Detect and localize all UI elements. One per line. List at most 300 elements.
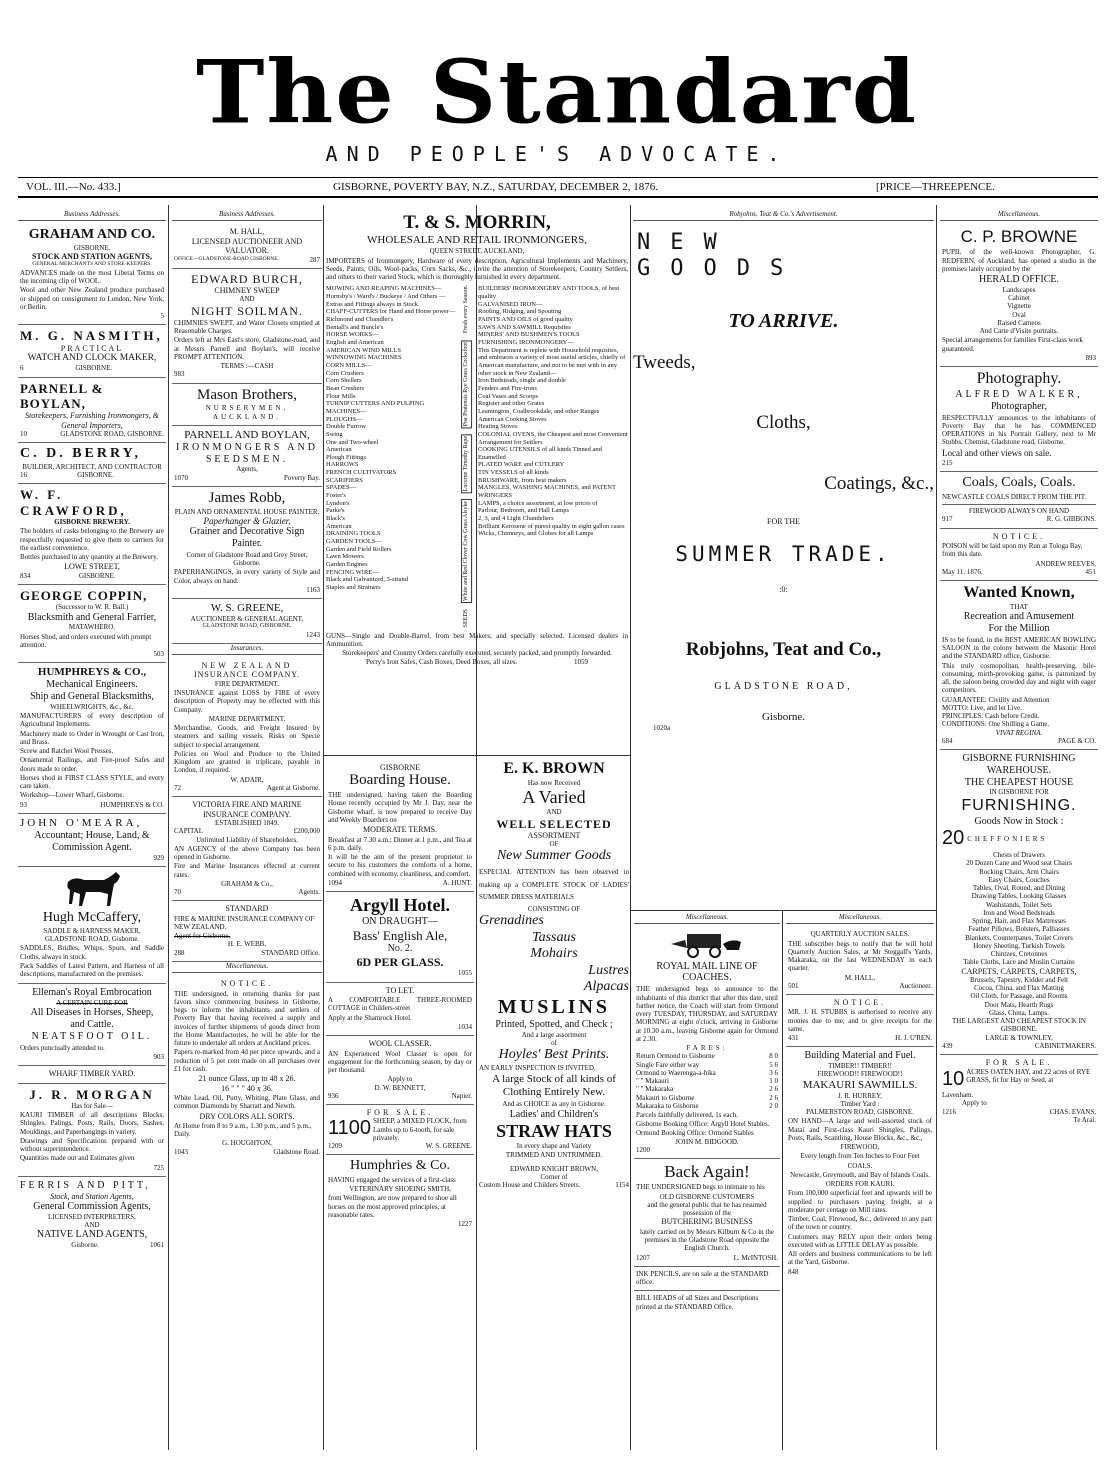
- column-header: Robjohns, Teat & Co.'s Advertisement.: [633, 210, 934, 221]
- column-rule: [630, 205, 631, 1450]
- column-header: Insurances.: [172, 644, 322, 655]
- ad-text: Storekeepers, Furnishing Ironmongers, & General Importers,: [25, 411, 159, 430]
- ad-text: INSURANCE COMPANY.: [202, 809, 292, 819]
- list-item: PLATED WARE and CUTLERY: [478, 461, 565, 469]
- ad-body: All orders and business communications to be left at the Yard, Gisborne.: [788, 1250, 932, 1267]
- ad-text: Stock, and Station Agents,: [50, 1191, 134, 1201]
- ad-text: BUILDER, ARCHITECT, AND CONTRACTOR: [22, 462, 162, 471]
- ad-title: QUARTERLY AUCTION SALES.: [810, 930, 910, 939]
- ad-title: Coals, Coals, Coals.: [962, 475, 1076, 491]
- ad-number: 5: [160, 312, 164, 321]
- ad-text: GENERAL MERCHANTS AND STORE-KEEPERS.: [32, 261, 152, 268]
- ad-body: Orders punctually attended to.: [20, 1043, 105, 1052]
- list-item: English and American: [326, 338, 384, 346]
- ad-text: Agent for Gisborne,: [174, 932, 231, 941]
- ad-number: 936: [328, 1091, 339, 1100]
- ad-number: 1070: [174, 473, 188, 482]
- list-item: WINNOWING MACHINES: [326, 354, 402, 362]
- ad-title: GEORGE COPPIN,: [20, 588, 148, 604]
- ad-text: NATIVE LAND AGENTS,: [36, 1229, 148, 1241]
- ad-body: ON HAND—A large and well-assorted stock of Matai and First-class Kauri Shingles, Palings, Posts, Rails, Scantling, House Blocks, &c., &c.,: [788, 1117, 932, 1142]
- ad-wanted-known: [940, 581, 1098, 750]
- ad-burch: [172, 269, 322, 384]
- ad-text: TRIMMED AND UNTRIMMED.: [505, 1150, 603, 1159]
- ad-body: SHEEP, a MIXED FLOCK, from Lambs up to 6-tooth, for sale privately.: [373, 1117, 467, 1142]
- ad-body: KAURI TIMBER of all descriptions Blocks, Shingles, Palings, Posts, Rails, Doors, Sashes, Mouldings, and Paperhangings in variety.: [20, 1111, 164, 1136]
- ad-parnell-boylan: [172, 426, 322, 487]
- list-item: Tassaus: [532, 929, 576, 945]
- ad-body: A large Stock of all kinds of Clothing Entirely New.: [492, 1073, 616, 1099]
- ad-title: VICTORIA FIRE AND MARINE: [192, 800, 302, 810]
- ad-signature: JOHN M. BIDGOOD.: [675, 1137, 739, 1146]
- ad-browne: [940, 224, 1098, 367]
- ad-title: GISBORNE FURNISHING: [962, 753, 1076, 765]
- ad-body: PUPIL of the well-known Photographer, G. REDFERN, of Auckland, has opened a studio in the premises lately occupied by the: [942, 248, 1096, 273]
- ad-number: 288: [174, 948, 185, 957]
- ad-body: At Home from 8 to 9 a.m., 1.30 p.m., and 5 p.m., Daily.: [174, 1121, 312, 1139]
- ad-berry: [18, 443, 166, 484]
- ad-text: Gladstone Road.: [273, 1147, 320, 1156]
- fare-route: Return Ormond to Gisborne: [636, 1052, 715, 1061]
- column-5a: [634, 913, 780, 1450]
- fare-row: [636, 1102, 778, 1110]
- column-rule: [168, 205, 169, 1450]
- ad-text: Apply to: [962, 1099, 987, 1108]
- ad-text: GISBORNE.: [73, 243, 111, 252]
- ad-number: 16: [20, 471, 27, 480]
- ad-text: Tweeds,: [633, 351, 696, 373]
- ad-text: FIRE DEPARTMENT.: [214, 679, 280, 688]
- ad-mason: [172, 384, 322, 426]
- ad-number: 1154: [615, 1181, 629, 1190]
- ad-number: 1034: [458, 1022, 472, 1031]
- ad-number: 1243: [306, 630, 320, 639]
- ad-number: 1200: [636, 1146, 650, 1155]
- fare-route: " " Makauri: [636, 1077, 669, 1086]
- ad-boarding-house: [326, 760, 474, 892]
- ad-body: Quantities made out and Estimates given: [20, 1154, 135, 1163]
- ad-text: Lucerne Timothy Rape: [461, 434, 472, 493]
- fare-route: " " Makaraka: [636, 1085, 674, 1094]
- ad-body: MANUFACTURERS of every description of Agricultural Implements.: [20, 712, 164, 729]
- ad-number: 983: [174, 370, 185, 379]
- ad-title: C. D. BERRY,: [20, 446, 141, 462]
- ad-body: White Lead, Oil, Putty, Whiting, Plate Glass, and common Diamonds by Sharratt and Newth.: [174, 1094, 320, 1111]
- ad-text: 10: [942, 1067, 965, 1090]
- column-header: Miscellaneous.: [634, 913, 780, 924]
- list-item: Iron Bedsteads, single and double: [478, 377, 566, 385]
- fare-table: [636, 1052, 778, 1110]
- list-item: Leamington, Coalbrookdale, and other Ranges: [478, 407, 600, 415]
- ad-title: EDWARD BURCH,: [191, 271, 303, 286]
- ad-signature: PAGE & CO.: [1057, 736, 1096, 745]
- column-2: [172, 210, 322, 1450]
- ad-signature: HUMPHREYS & CO.: [100, 800, 164, 809]
- column-3: [326, 760, 474, 1450]
- ad-text: LICENSED INTERPRETERS,: [48, 1212, 136, 1221]
- ad-text: 20: [942, 827, 965, 850]
- ad-text: LOWE STREET,: [64, 562, 120, 572]
- list-item: Wicks, Chimneys, and Globes for all Lamps: [478, 530, 594, 538]
- ad-signature: M. HALL,: [844, 973, 876, 982]
- ad-text: Cloths,: [756, 412, 811, 434]
- list-item: GARDEN TOOLS—: [326, 538, 382, 546]
- ad-text: General Commission Agents,: [33, 1201, 151, 1213]
- ad-body: from Wellington, are now prepared to shoe all horses on the most approved principles, at reasonable rates.: [328, 1194, 457, 1219]
- ad-text: AND: [239, 295, 255, 304]
- ad-title: PARNELL AND BOYLAN,: [184, 428, 310, 441]
- ad-title: NOTICE.: [992, 531, 1046, 541]
- ad-signature: W. ADAIR,: [230, 775, 264, 784]
- ad-text: For the Million: [988, 623, 1050, 635]
- list-item: PAINTS AND OILS of good quality: [478, 316, 573, 323]
- ad-number: 1020a: [653, 723, 671, 732]
- ad-text: Te Arai.: [1073, 1115, 1096, 1124]
- portrait-list: [942, 286, 1096, 336]
- list-item: Bean Crushers: [326, 384, 365, 392]
- ad-number: 503: [153, 650, 164, 659]
- ad-body: POISON will be laid upon my Run at Tologa Bay, from this date.: [942, 542, 1083, 559]
- ad-text: FIRE & MARINE INSURANCE COMPANY OF NEW ZEALAND.: [174, 914, 315, 931]
- ad-body: NEWCASTLE COALS DIRECT FROM THE PIT.: [942, 492, 1087, 501]
- ad-text: AN EARLY INSPECTION IS INVITED.: [479, 1063, 596, 1072]
- ad-title: T. & S. MORRIN,: [403, 212, 551, 233]
- ad-text: FURNISHING.: [961, 796, 1077, 814]
- list-item: Chintzes, Cretonnes: [990, 950, 1048, 958]
- ad-text: A Varied: [522, 787, 586, 808]
- ad-number: 1163: [306, 585, 320, 594]
- list-item: Feather Pillows, Bolsters, Palliasses: [968, 925, 1070, 934]
- ad-text: GLADSTONE ROAD, Gisborne.: [44, 935, 140, 943]
- ad-signature: R. G. GIBBONS.: [1046, 515, 1096, 524]
- ad-body: Gisborne Booking Office: Argyll Hotel Stables. Ormond Booking Office: Ormond Stables: [636, 1120, 770, 1137]
- ad-title: Hugh McCaffery,: [42, 910, 142, 926]
- list-item: TIN VESSELS of all kinds: [478, 469, 549, 477]
- ad-text: NEATSFOOT OIL.: [31, 1030, 153, 1042]
- ad-body: Every length from Ten Inches to Four Feet: [800, 1152, 920, 1161]
- list-item: SCARIFIERS: [326, 476, 363, 484]
- ad-text: Poverty Bay.: [283, 473, 320, 482]
- ad-title: W. F. CRAWFORD,: [20, 487, 127, 518]
- ad-text: and Cattle.: [70, 1019, 114, 1031]
- ad-text: Coatings, &c.,: [824, 472, 934, 494]
- ad-text: AND: [84, 1221, 100, 1230]
- ad-number: 6: [20, 364, 24, 373]
- ad-humphries: [326, 1155, 474, 1232]
- list-item: Landscapes: [1002, 285, 1036, 294]
- list-item: PRINCIPLES: Cash before Credit.: [942, 712, 1040, 721]
- ad-signature: D. W. BENNETT,: [374, 1083, 426, 1092]
- ad-title: NEW ZEALAND: [201, 661, 293, 670]
- ad-number: 1227: [458, 1220, 472, 1229]
- ad-number: 70: [174, 888, 181, 896]
- ad-morgan: [18, 1084, 166, 1177]
- ad-body: Fire and Marine Insurances effected at current rates.: [174, 862, 320, 879]
- ad-text: HERALD OFFICE.: [978, 274, 1059, 286]
- ad-text: MUSLINS: [497, 995, 611, 1018]
- list-item: Foster's: [326, 492, 346, 500]
- ad-text: SEEDSMEN.: [205, 453, 289, 465]
- list-item: Parke's: [326, 507, 345, 515]
- list-item: MINERS' AND BUSHMEN'S TOOLS: [478, 331, 580, 339]
- masthead: [0, 0, 1114, 205]
- ad-body: HAVING engaged the services of a first-class: [328, 1175, 456, 1184]
- list-item: CHAFF-CUTTERS for Hand and Horse power—: [326, 308, 456, 316]
- ad-text: VIVAT REGINA.: [995, 728, 1043, 737]
- list-item: Parlour, Bedroom, and Hall Lamps: [478, 507, 570, 515]
- ad-text: No. 2.: [387, 943, 413, 955]
- ad-number: 834: [20, 571, 31, 580]
- ad-standard-insurance: [172, 901, 322, 962]
- ad-body: Bottles purchased in any quantity at the Brewery.: [20, 553, 158, 562]
- list-item: AMERICAN WIND MILLS: [326, 346, 401, 354]
- ad-text: SEEDS: [463, 609, 470, 628]
- list-item: Iron and Wood Bedsteads: [983, 908, 1055, 917]
- list-item: Fenders and Fire-irons: [478, 384, 537, 392]
- list-item: Rocking Chairs, Arm Chairs: [979, 867, 1059, 876]
- ad-text: Gisborne.: [71, 1241, 99, 1250]
- ad-text: GISBORNE.: [77, 471, 114, 480]
- ad-robb: [172, 487, 322, 599]
- ad-ek-brown: [479, 760, 629, 1450]
- ad-number: 10: [20, 430, 27, 439]
- ad-text: Poa Pratensis Rye Grass Cocksfoot: [461, 340, 472, 428]
- ad-text: WAREHOUSE.: [986, 764, 1052, 776]
- ad-coppin: [18, 585, 166, 663]
- ad-text: Printed, Spotted, and Check ;: [495, 1019, 613, 1031]
- list-item: FENCING WIRE—: [326, 568, 379, 576]
- ad-body: Pack Saddles of Latest Pattern, and Harness of all descriptions, manufactured on the premises.: [20, 961, 164, 978]
- ad-body: MR. J. H. STUBBS is authorised to receive any monies due to me, and to give receipts for the same.: [788, 1008, 932, 1033]
- divider: [323, 755, 630, 756]
- ad-text: INSURANCE COMPANY.: [193, 670, 301, 680]
- ad-text: GLADSTONE ROAD, GISBORNE.: [202, 623, 292, 630]
- ad-text: NIGHT SOILMAN.: [191, 303, 303, 318]
- ad-body: THE undersigned, having taken the Boarding House recently occupied by Mr J. Day, near the Gisborne wharf, is now prepared to receive Day and Weekly Boarders on: [328, 791, 472, 824]
- ad-number: 215: [942, 459, 953, 468]
- ad-text: IRONMONGERS AND: [176, 441, 318, 453]
- ad-title: Back Again!: [664, 1162, 750, 1182]
- ad-text: VETERINARY SHOEING SMITH,: [349, 1185, 451, 1194]
- ad-number: 684: [942, 736, 953, 745]
- ad-text: 21 ounce Glass, up to 48 x 26.: [198, 1074, 296, 1084]
- ad-stubbs-notice: [786, 995, 934, 1047]
- ad-text: Mechanical Engineers.: [46, 679, 138, 691]
- ad-text: MODERATE TERMS.: [362, 825, 438, 835]
- ad-title: C. P. BROWNE: [960, 227, 1078, 247]
- column-header: Miscellaneous.: [172, 962, 322, 973]
- ad-poison-notice: [940, 529, 1098, 581]
- ad-for-sale-sheep: [326, 1105, 474, 1155]
- ad-text: Napier.: [451, 1091, 472, 1100]
- list-item: Washstands, Toilet Sets: [986, 900, 1052, 909]
- list-item: Glass, China, Lamps.: [988, 1008, 1050, 1017]
- ad-number: 903: [153, 1052, 164, 1061]
- ad-text: Blacksmith and General Farrier,: [27, 611, 157, 623]
- ad-text: WELL SELECTED: [496, 816, 612, 831]
- fare-price: 3 6: [769, 1068, 778, 1077]
- list-item: MOWING AND REAPING MACHINES—: [326, 285, 442, 293]
- ad-houghton-notice: [172, 976, 322, 1160]
- newspaper-subtitle: AND PEOPLE'S ADVOCATE.: [325, 142, 789, 166]
- ad-text: GISBORNE.: [78, 571, 116, 580]
- ad-body: Local and other views on sale.: [942, 447, 1052, 458]
- ad-text: ESTABLISHED 1849.: [215, 819, 279, 827]
- ad-text: ON DRAUGHT—: [362, 916, 438, 928]
- ad-victoria-insurance: [172, 797, 322, 901]
- list-item: COOKING UTENSILS of all kinds Tinned and Enamelled: [478, 446, 602, 461]
- ad-title: Wanted Known,: [963, 584, 1075, 602]
- fare-route: Ormond to Waerenga-a-hika: [636, 1068, 716, 1077]
- ad-text: All Diseases in Horses, Sheep,: [30, 1007, 154, 1019]
- new-goods-heading: [633, 224, 934, 282]
- ad-morrin: [326, 210, 628, 755]
- list-item: MANGLES, WASHING MACHINES, and PATENT WRINGERS: [478, 484, 616, 500]
- ad-text: SADDLE & HARNESS MAKER,: [43, 926, 141, 935]
- ad-text: A CERTAIN CURE FOR: [56, 999, 128, 1008]
- list-item: Lawn Mowers: [326, 553, 364, 561]
- ad-number: 1059: [574, 658, 588, 667]
- ad-title: Mason Brothers,: [197, 386, 297, 403]
- ad-number: 893: [1085, 353, 1096, 362]
- list-item: Cocoa, China, and Flax Matting: [974, 984, 1064, 993]
- ad-body: CHIMNIES SWEPT, and Water Closets emptied at Reasonable Charges.: [174, 318, 320, 336]
- list-item: Hornsby's / Ward's / Buckeye / And Others — Extras and Fittings always in Stock.: [326, 293, 446, 308]
- list-item: TURNIP CUTTERS AND PULPING MACHINES—: [326, 400, 425, 415]
- ad-body: Machinery made to Order in Wrought or Cast Iron, and Brass.: [20, 729, 164, 746]
- list-item: Register and other Grates: [478, 400, 545, 408]
- ad-omeara: [18, 814, 166, 867]
- ad-title: COACHES.: [682, 972, 732, 984]
- fare-row: [636, 1069, 778, 1077]
- ad-number: 72: [174, 783, 181, 792]
- list-item: American Cooking Stoves: [478, 415, 547, 423]
- list-item: Easy Chairs, Couches: [988, 875, 1050, 884]
- ad-signature: H. J. U'REN.: [895, 1034, 932, 1043]
- ad-nasmith: [18, 325, 166, 377]
- list-item: CONDITIONS: One Shilling a Game.: [942, 720, 1050, 729]
- ad-signature: LARGE & TOWNLEY,: [985, 1033, 1053, 1042]
- ad-number: 501: [788, 981, 799, 990]
- ad-body: RESPECTFULLY announces to the inhabitants of Poverty Bay that he has COMMENCED OPERATIONS in his Portrait Gallery, next to Mr Stubbs, Chemist, Gladstone road, Gisborne.: [942, 413, 1096, 447]
- ad-title: WOOL CLASSER.: [368, 1039, 432, 1049]
- ad-body: THE UNDERSIGNED begs to intimate to his: [636, 1183, 765, 1192]
- ad-text: ASSORTMENT: [527, 830, 581, 840]
- ad-title: FOR SALE.: [366, 1108, 434, 1117]
- column-header: Miscellaneous.: [940, 210, 1098, 221]
- ad-number: 1216: [942, 1107, 956, 1116]
- ad-text: PALMERSTON ROAD, GISBORNE.: [806, 1108, 914, 1117]
- ad-title: NOTICE.: [833, 998, 887, 1007]
- ad-body: Storekeepers' and Country Orders carefully executed, securely packed, and promptly forwarded.: [342, 649, 612, 658]
- ad-text: CABINETMAKERS.: [1034, 1041, 1096, 1050]
- dateline: [18, 177, 1098, 198]
- ad-text: Grainer and Decorative Sign: [189, 526, 305, 538]
- ad-nz-insurance: [172, 658, 322, 797]
- list-item: Spring, Hair, and Flax Mattresses: [972, 917, 1066, 925]
- ad-text: GISBORNE BREWERY.: [54, 518, 130, 527]
- ad-text: TIMBER!! TIMBER!!: [828, 1062, 892, 1071]
- list-item: COLONIAL OVENS, the Cheapest and most Convenient Arrangement for Settlers: [478, 430, 628, 446]
- list-item: SAWS AND SAWMILL Requisites: [478, 323, 571, 331]
- ad-body: AN Experienced Wool Classer is open for engagement for the forthcoming season, by day or per thousand.: [328, 1049, 472, 1074]
- list-item: DRAINING TOOLS: [326, 530, 381, 538]
- ad-text: AUCTIONEER & GENERAL AGENT,: [190, 615, 304, 624]
- ad-text: CHIMNEY SWEEP: [214, 285, 280, 295]
- ad-text: GISBORNE.: [75, 364, 113, 373]
- list-item: Staples and Strainers: [326, 583, 381, 591]
- ad-title: GRAHAM AND CO.: [28, 227, 156, 243]
- list-item: Blankets, Counterpanes, Toilet Covers: [965, 933, 1073, 942]
- ad-title: M. G. NASMITH,: [20, 328, 163, 344]
- ad-number: 1061: [149, 1241, 164, 1250]
- list-item: American: [326, 446, 352, 454]
- ad-text: WATCH AND CLOCK MAKER,: [27, 353, 157, 364]
- ad-body: Newcastle, Greymouth, and Bay of Islands Coals.: [790, 1170, 930, 1179]
- ad-body: Orders left at Mrs East's store, Gladstone-road, and at Messrs Parnell and Boylan's, will receive PROMPT ATTENTION.: [174, 336, 320, 361]
- ad-number: 439: [942, 1041, 953, 1050]
- ad-body: IMPORTERS of Ironmongery, Hardware of every description, Agricultural Implements and Machinery, Seeds, Paints, Oils, Wool-packs, Corn Sacks, &c., invite the attention of Storekeepers, Country Settlers, and others to their varied Stock, which is thoroughly furnished in every department.: [326, 256, 628, 282]
- fare-row: [636, 1061, 778, 1069]
- ad-text: May 11. 1876.: [942, 567, 983, 576]
- place-date: GISBORNE, POVERTY BAY, N.Z., SATURDAY, DECEMBER 2, 1876.: [333, 181, 659, 193]
- ad-pencils: INK PENCILS, are on sale at the STANDARD office.: [634, 1267, 780, 1292]
- list-item: FRENCH CULTIVATORS: [326, 469, 397, 477]
- ad-text: GLADSTONE ROAD,: [714, 681, 853, 693]
- ad-number: 431: [788, 1034, 799, 1043]
- ad-text: Has now Received: [527, 778, 581, 787]
- ad-argyll-hotel: [326, 892, 474, 983]
- ad-text: FIREWOOD ALWAYS ON HAND: [942, 504, 1096, 515]
- ad-text: DRY COLORS ALL SORTS.: [199, 1111, 295, 1121]
- fare-price: 2 6: [769, 1093, 778, 1102]
- column-6: [940, 210, 1098, 1450]
- ad-body: ESPECIAL ATTENTION has been observed in making up a COMPLETE STOCK OF LADIES' SUMMER DRESS MATERIALS: [479, 867, 629, 902]
- column-header: Business Addresses.: [172, 210, 322, 221]
- ad-signature: L. McINTOSH.: [733, 1253, 778, 1262]
- ad-body: Ornamental Railings, and Fire-proof Safes and doors made to order.: [20, 756, 164, 773]
- ad-title: FOR SALE.: [985, 1058, 1053, 1068]
- ad-signature: W. S. GREENE.: [425, 1142, 472, 1151]
- list-item: Black's: [326, 515, 345, 523]
- ad-title: Photography.: [976, 370, 1062, 388]
- list-item: Roofing, Ridging, and Spouting: [478, 308, 562, 316]
- volume-number: VOL. III.—No. 433.]: [26, 181, 121, 193]
- ad-body: A COMFORTABLE THREE-ROOMED COTTAGE in Childers-street: [328, 996, 472, 1013]
- ad-text: GLADSTONE ROAD, GISBORNE.: [60, 430, 164, 439]
- ad-text: ORDERS FOR KAURI.: [825, 1180, 895, 1189]
- morrin-left-list: [326, 285, 456, 627]
- ad-text: WHEELWRIGHTS, &c., &c.: [50, 702, 134, 711]
- ad-body: THE undersigned, in returning thanks for past favors since commencing business in Gisborne, begs to inform the inhabitants and settlers of Poverty Bay that having received a supply and invoices of further shipments of goods direct from the Home Manufactories, he will be able for the future to undertake all orders at Auckland prices.: [174, 989, 320, 1048]
- list-item: Brilliant Kerosene of purest quality in eight gallon cases: [478, 522, 625, 530]
- list-item: Garden Engines: [326, 561, 368, 568]
- ad-title: J. R. MORGAN: [29, 1086, 155, 1102]
- ad-title: M. HALL,: [229, 227, 265, 237]
- ad-text: Bass' English Ale,: [352, 928, 448, 944]
- ad-text: FARES:: [686, 1044, 728, 1053]
- ad-title: TO LET.: [385, 985, 415, 995]
- ad-text: BUTCHERING BUSINESS: [661, 1217, 753, 1227]
- ad-text: MATAWHERO.: [68, 623, 116, 632]
- fare-row: [636, 1077, 778, 1085]
- ad-signature: H. E. WEBB,: [227, 940, 267, 949]
- ad-photography: [940, 367, 1098, 472]
- ad-crawford: [18, 484, 166, 585]
- ad-body: INSURANCE against LOSS by FIRE of every description of Property may be effected with this Company.: [174, 689, 320, 714]
- fare-route: Makauri to Gisborne: [636, 1093, 695, 1102]
- ad-text: OLD GISBORNE CUSTOMERS: [659, 1192, 755, 1201]
